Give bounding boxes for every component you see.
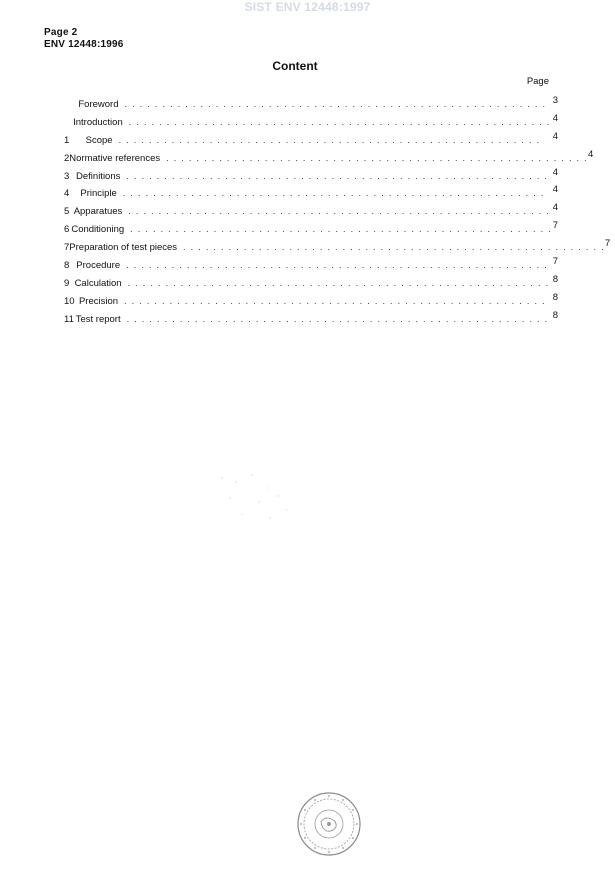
toc-entry-foreword[interactable] bbox=[58, 95, 558, 113]
toc-page-number: 8 bbox=[552, 309, 558, 321]
toc-label[interactable]: Apparatues bbox=[73, 206, 123, 218]
toc-number: 4 bbox=[64, 188, 70, 200]
toc-leader-dots: . . . . . . . . . . . . . . . . . . . . . . . . . . . . . . . . . . . . . . . . . . . . . . . . . . . . . . . . bbox=[126, 260, 548, 271]
toc-leader-dots: . . . . . . . . . . . . . . . . . . . . . . . . . . . . . . . . . . . . . . . . . . . . . . . . . . . . . . . . bbox=[124, 99, 547, 109]
toc-leader-dots: . . . . . . . . . . . . . . . . . . . . . . . . . . . . . . . . . . . . . . . . . . . . . . . . . . . . . . . . bbox=[122, 188, 545, 199]
toc-page-number: 4 bbox=[587, 148, 594, 160]
toc-page-number: 7 bbox=[604, 238, 611, 250]
seal-stamp-icon bbox=[296, 791, 362, 857]
toc-page-number: 4 bbox=[552, 130, 558, 142]
toc-entry-calculation[interactable] bbox=[58, 274, 558, 292]
toc-entry-preparation-of-test-pieces[interactable] bbox=[58, 238, 611, 256]
toc-label[interactable]: Normative references bbox=[69, 152, 161, 164]
toc-number: 2 bbox=[64, 152, 70, 164]
toc-entry-normative-references[interactable] bbox=[58, 148, 594, 167]
toc-label[interactable]: Test report bbox=[75, 313, 121, 325]
toc-number: 7 bbox=[64, 242, 70, 254]
standard-number: ENV 12448:1996 bbox=[44, 39, 124, 50]
toc-label[interactable]: Conditioning bbox=[71, 224, 125, 236]
toc-number: 5 bbox=[64, 206, 70, 218]
table-of-contents bbox=[58, 95, 611, 328]
toc-label[interactable]: Calculation bbox=[74, 277, 122, 289]
toc-entry-definitions[interactable] bbox=[58, 167, 558, 185]
toc-leader-dots: . . . . . . . . . . . . . . . . . . . . . . . . . . . . . . . . . . . . . . . . . . . . . . . . . . . . . . . . bbox=[130, 224, 553, 235]
toc-entry-apparatues[interactable] bbox=[58, 202, 558, 220]
watermark-text: SIST ENV 12448:1997 bbox=[244, 0, 371, 14]
toc-label[interactable]: Scope bbox=[85, 134, 113, 146]
toc-number: 1 bbox=[64, 134, 70, 146]
toc-leader-dots: . . . . . . . . . . . . . . . . . . . . . . . . . . . . . . . . . . . . . . . . . . . . . . . . . . . . . . . . bbox=[126, 170, 549, 181]
toc-leader-dots: . . . . . . . . . . . . . . . . . . . . . . . . . . . . . . . . . . . . . . . . . . . . . . . . . . . . . . . . bbox=[118, 134, 541, 145]
toc-label[interactable]: Definitions bbox=[76, 170, 121, 182]
toc-leader-dots: . . . . . . . . . . . . . . . . . . . . . . . . . . . . . . . . . . . . . . . . . . . . . . . . . . . . . . . . bbox=[183, 242, 605, 253]
toc-leader-dots: . . . . . . . . . . . . . . . . . . . . . . . . . . . . . . . . . . . . . . . . . . . . . . . . . . . . . . . . bbox=[128, 116, 551, 127]
toc-number bbox=[58, 95, 78, 99]
toc-page-number: 4 bbox=[552, 112, 558, 124]
toc-number: 8 bbox=[64, 260, 70, 272]
toc-page-number: 3 bbox=[552, 95, 558, 106]
toc-number: 3 bbox=[64, 170, 70, 182]
scan-noise-icon bbox=[212, 470, 302, 530]
toc-number: 9 bbox=[64, 277, 70, 289]
toc-leader-dots: . . . . . . . . . . . . . . . . . . . . . . . . . . . . . . . . . . . . . . . . . . . . . . . . . . . . . . . . bbox=[127, 277, 550, 288]
toc-page-number: 7 bbox=[552, 220, 558, 232]
toc-entry-conditioning[interactable] bbox=[58, 220, 558, 238]
toc-label[interactable]: Principle bbox=[80, 188, 117, 200]
toc-page-number: 4 bbox=[552, 202, 558, 214]
toc-leader-dots: . . . . . . . . . . . . . . . . . . . . . . . . . . . . . . . . . . . . . . . . . . . . . . . . . . . . . . . . bbox=[128, 206, 551, 217]
toc-entry-procedure[interactable] bbox=[58, 256, 558, 274]
scan-artifact bbox=[212, 470, 302, 530]
toc-label[interactable]: Foreword bbox=[78, 99, 119, 110]
toc-page-number: 4 bbox=[552, 166, 558, 178]
toc-entry-precision[interactable] bbox=[58, 292, 558, 310]
toc-leader-dots: . . . . . . . . . . . . . . . . . . . . . . . . . . . . . . . . . . . . . . . . . . . . . . . . . . . . . . . . bbox=[166, 152, 588, 163]
toc-label[interactable]: Introduction bbox=[73, 116, 123, 128]
toc-page-number: 8 bbox=[552, 291, 558, 303]
toc-number: 11 bbox=[64, 313, 74, 325]
page-column-header: Page bbox=[526, 76, 549, 87]
page-title: Content bbox=[272, 59, 318, 73]
toc-number: 10 bbox=[64, 295, 75, 307]
page-number: Page 2 bbox=[44, 27, 78, 38]
toc-number: 6 bbox=[64, 224, 70, 236]
toc-entry-test-report[interactable] bbox=[58, 310, 558, 328]
toc-leader-dots: . . . . . . . . . . . . . . . . . . . . . . . . . . . . . . . . . . . . . . . . . . . . . . . . . . . . . . . . bbox=[124, 295, 546, 306]
toc-number bbox=[58, 113, 73, 117]
toc-entry-introduction[interactable] bbox=[58, 113, 558, 131]
toc-page-number: 8 bbox=[552, 273, 558, 285]
toc-entry-principle[interactable] bbox=[58, 184, 558, 202]
toc-label[interactable]: Procedure bbox=[76, 260, 121, 272]
toc-leader-dots: . . . . . . . . . . . . . . . . . . . . . . . . . . . . . . . . . . . . . . . . . . . . . . . . . . . . . . . . bbox=[126, 313, 549, 324]
toc-page-number: 4 bbox=[552, 184, 558, 196]
toc-page-number: 7 bbox=[552, 256, 558, 268]
toc-entry-scope[interactable] bbox=[58, 131, 558, 149]
toc-label[interactable]: Preparation of test pieces bbox=[69, 242, 178, 254]
toc-label[interactable]: Precision bbox=[78, 295, 119, 307]
